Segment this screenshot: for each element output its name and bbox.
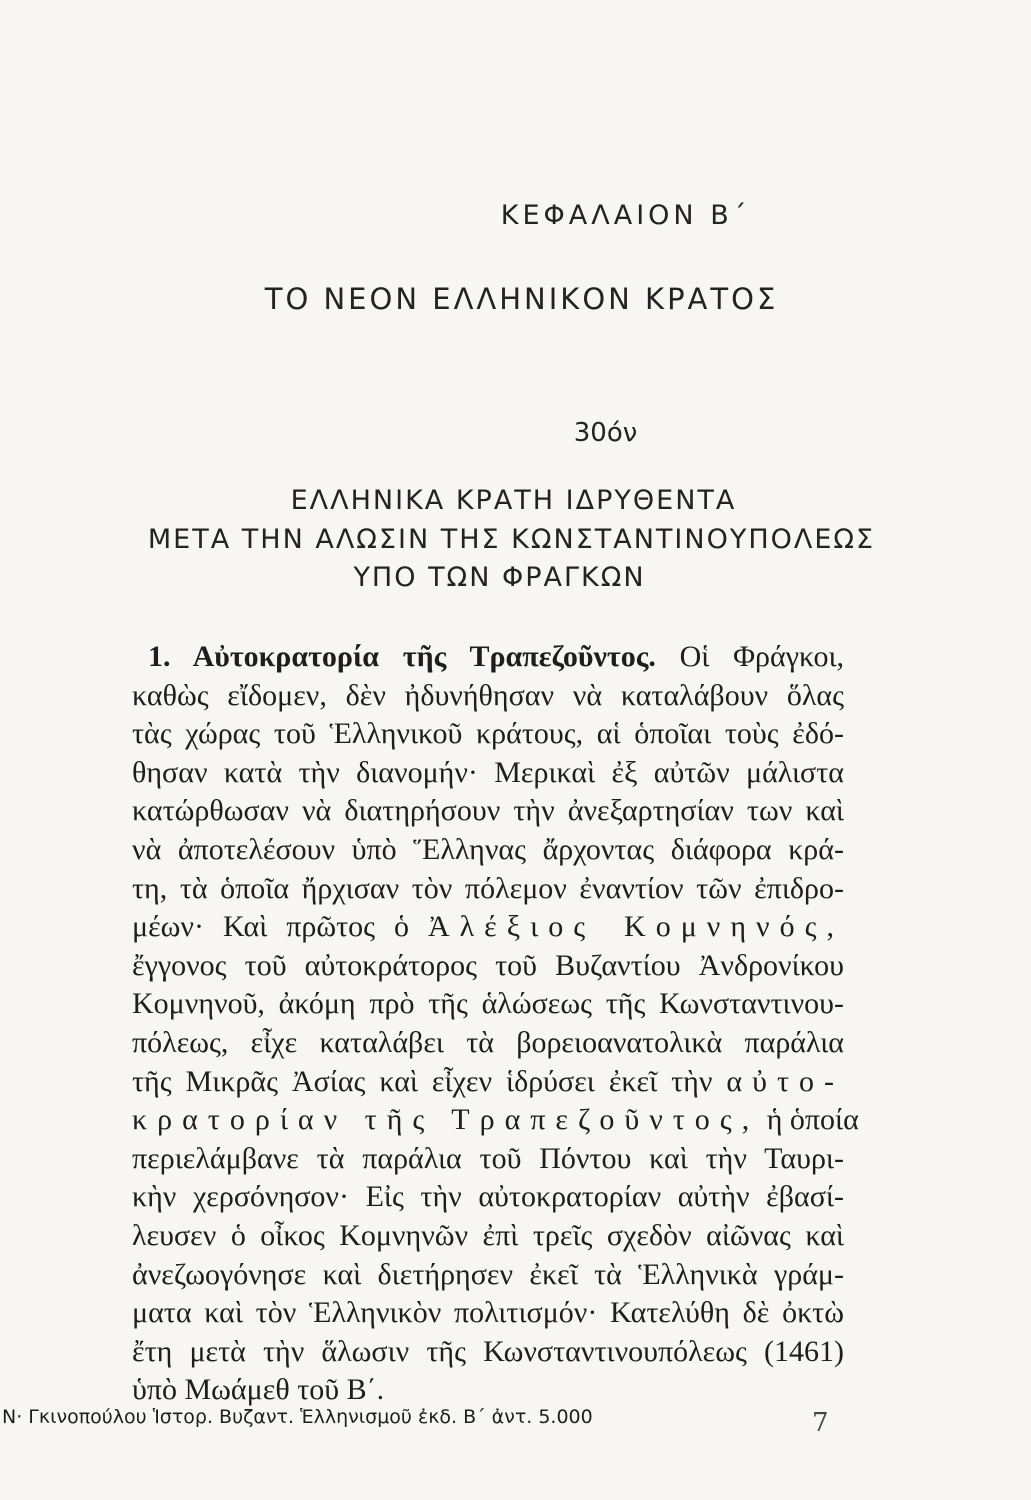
paragraph-line: ἔτη μετὰ τὴν ἅλωσιν τῆς Κωνσταντινουπόλεως (1461): [132, 1334, 844, 1368]
section-title-line-1: ΕΛΛΗΝΙΚΑ ΚΡΑΤΗ ΙΔΡΥΘΕΝΤΑ: [290, 485, 737, 516]
auto-pre: τῆς Μικρᾶς Ἀσίας καὶ εἶχεν ἱδρύσει ἐκεῖ τὴν: [132, 1064, 727, 1098]
paragraph-line: ἀνεζωογόνησε καὶ διετήρησεν ἐκεῖ τὰ Ἑλληνικὰ γράμ-: [132, 1257, 844, 1291]
alexios-komninos-name: Ἀλέξιος Κομνηνός,: [427, 910, 844, 944]
section-title-line-3: ΥΠΟ ΤΩΝ ΦΡΑΓΚΩΝ: [353, 562, 646, 593]
section-lead: 1. Αὐτοκρατορία τῆς Τραπεζοῦντος.: [148, 640, 656, 673]
paragraph-line: λευσεν ὁ οἶκος Κομνηνῶν ἐπὶ τρεῖς σχεδὸν αἰῶνας καὶ: [132, 1218, 844, 1252]
paragraph-line: ἔγγονος τοῦ αὐτοκράτορος τοῦ Βυζαντίου Ἀνδρονίκου: [132, 948, 844, 982]
paragraph-line: πόλεως, εἶχε καταλάβει τὰ βορειοανατολικὰ παράλια: [132, 1025, 844, 1059]
paragraph-line: νὰ ἀποτελέσουν ὑπὸ Ἕλληνας ἄρχοντας διάφορα κρά-: [132, 832, 844, 866]
century-heading: 30όν: [573, 418, 638, 448]
trap-rest: ἡ ὁποία: [759, 1103, 859, 1137]
paragraph-line: τη, τὰ ὁποῖα ἤρχισαν τὸν πόλεμον ἐναντίον τῶν ἐπιδρο-: [132, 871, 844, 905]
paragraph-line: [132, 1101, 859, 1140]
komninos-pre: μέων· Καὶ πρῶτος ὁ: [132, 910, 428, 944]
paragraph-line: Κομνηνοῦ, ἀκόμη πρὸ τῆς ἁλώσεως τῆς Κωνσταντινου-: [132, 987, 844, 1021]
empire-name: κρατορίαν τῆς Τραπεζοῦντος,: [132, 1103, 760, 1137]
paragraph-line: ὑπὸ Μωάμεθ τοῦ Β΄.: [132, 1373, 385, 1407]
paragraph-line: περιελάμβανε τὰ παράλια τοῦ Πόντου καὶ τὴν Ταυρι-: [132, 1141, 844, 1175]
lead-rest: Οἱ Φράγκοι,: [655, 640, 845, 673]
paragraph-line: θησαν κατὰ τὴν διανομήν· Μερικαὶ ἐξ αὐτῶν μάλιστα: [132, 755, 844, 789]
page-number: 7: [812, 1408, 829, 1438]
paragraph-line: [132, 638, 844, 677]
paragraph-line: τὰς χώρας τοῦ Ἑλληνικοῦ κράτους, αἱ ὁποῖαι τοὺς ἐδό-: [132, 717, 844, 751]
paragraph-line: κὴν χερσόνησον· Εἰς τὴν αὐτοκρατορίαν αὐτὴν ἐβασί-: [132, 1180, 844, 1214]
paragraph-line: κατώρθωσαν νὰ διατηρήσουν τὴν ἀνεξαρτησίαν των καὶ: [132, 794, 844, 828]
section-title-line-2: ΜΕΤΑ ΤΗΝ ΑΛΩΣΙΝ ΤΗΣ ΚΩΝΣΤΑΝΤΙΝΟΥΠΟΛΕΩΣ: [147, 524, 876, 555]
chapter-title: ΤΟ ΝΕΟΝ ΕΛΛΗΝΙΚΟΝ ΚΡΑΤΟΣ: [264, 282, 779, 316]
empire-word-start: αὐτο-: [726, 1064, 844, 1098]
chapter-label: ΚΕΦΑΛΑΙΟΝ Β΄: [500, 200, 751, 231]
paragraph-line: [132, 908, 844, 947]
paragraph-line: [132, 1063, 844, 1102]
footer-reference: Ν· Γκινοπούλου Ἱστορ. Βυζαντ. Ἑλληνισμοῦ ἐκδ. Β΄ ἀντ. 5.000: [2, 1406, 593, 1428]
body-paragraph: [132, 638, 859, 1410]
paragraph-line: καθὼς εἴδομεν, δὲν ἠδυνήθησαν νὰ καταλάβουν ὅλας: [132, 678, 844, 712]
paragraph-line: ματα καὶ τὸν Ἑλληνικὸν πολιτισμόν· Κατελύθη δὲ ὀκτὼ: [132, 1296, 844, 1330]
